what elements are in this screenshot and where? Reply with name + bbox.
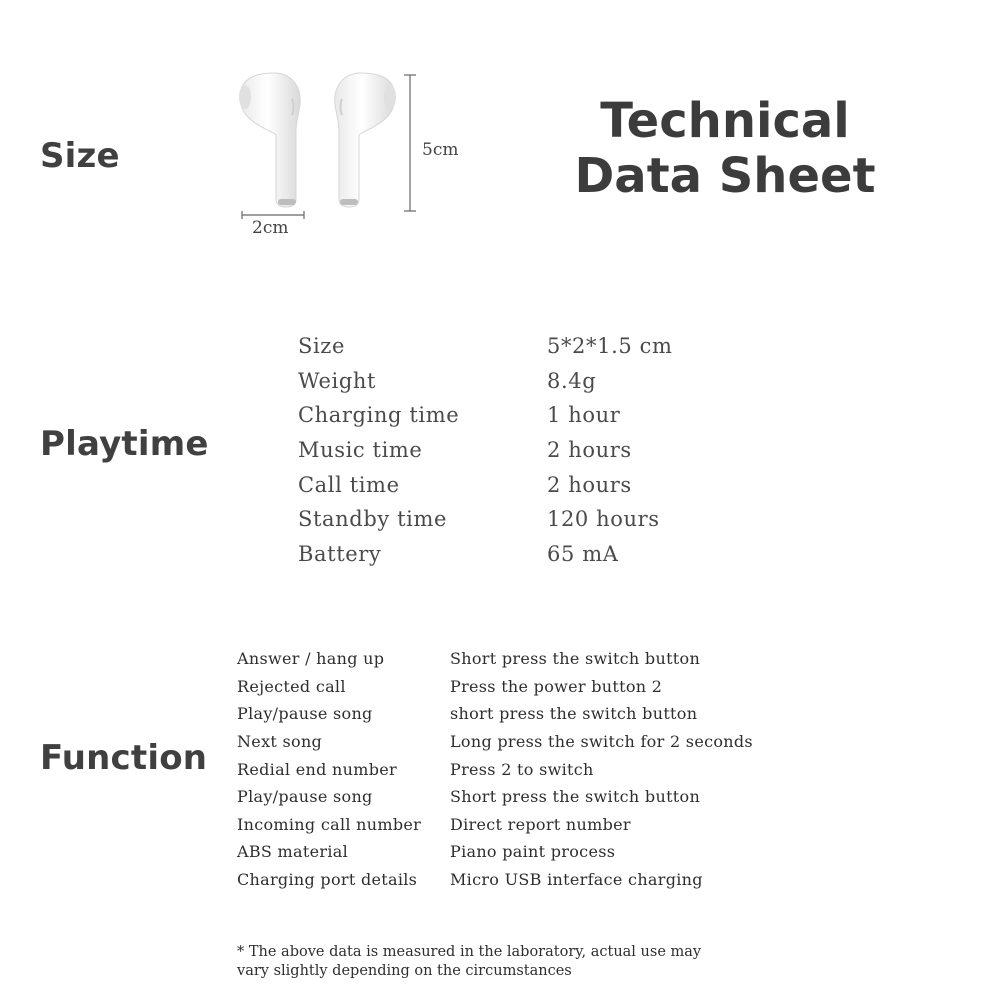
left-earbud (239, 73, 300, 207)
spec-value: 2 hours (547, 472, 632, 497)
spec-row (298, 467, 672, 502)
function-row (237, 673, 753, 701)
spec-table (298, 329, 672, 571)
width-dimension-label: 2cm (252, 218, 289, 238)
function-row (237, 811, 753, 839)
title-line-1: Technical (600, 93, 850, 149)
footnote (237, 943, 837, 981)
function-name: Next song (237, 732, 323, 752)
function-row (237, 866, 753, 894)
function-row (237, 755, 753, 783)
function-name: Rejected call (237, 676, 346, 696)
function-table (237, 645, 753, 893)
function-value: Long press the switch for 2 seconds (450, 732, 753, 752)
spec-row (298, 433, 672, 468)
footnote-line-1: * The above data is measured in the laboratory, actual use may (237, 944, 702, 960)
spec-name: Music time (298, 438, 423, 463)
function-name: Redial end number (237, 759, 397, 779)
function-name: Incoming call number (237, 814, 422, 834)
spec-value: 120 hours (547, 507, 660, 532)
spec-name: Weight (298, 368, 377, 393)
function-value: short press the switch button (450, 704, 698, 724)
function-value: Micro USB interface charging (450, 870, 703, 890)
function-value: Direct report number (450, 814, 631, 834)
function-name: Play/pause song (237, 704, 373, 724)
spec-row (298, 398, 672, 433)
function-name: Answer / hang up (237, 649, 385, 669)
section-label-playtime: Playtime (40, 424, 209, 464)
function-row (237, 838, 753, 866)
function-row (237, 645, 753, 673)
spec-row (298, 502, 672, 537)
function-value: Press 2 to switch (450, 759, 594, 779)
spec-name: Standby time (298, 507, 447, 532)
spec-value: 1 hour (547, 403, 621, 428)
spec-name: Size (298, 334, 345, 359)
function-row (237, 783, 753, 811)
section-label-size: Size (40, 136, 120, 176)
spec-value: 2 hours (547, 438, 632, 463)
function-row (237, 728, 753, 756)
function-name: Play/pause song (237, 787, 373, 807)
height-dimension-label: 5cm (422, 140, 459, 160)
spec-name: Battery (298, 541, 382, 566)
function-name: ABS material (237, 842, 348, 862)
spec-row (298, 329, 672, 364)
spec-row (298, 537, 672, 572)
footnote-line-2: vary slightly depending on the circumstances (237, 963, 572, 979)
height-dimension-line (404, 75, 416, 211)
function-name: Charging port details (237, 870, 418, 890)
title-line-2: Data Sheet (574, 148, 876, 204)
spec-row (298, 364, 672, 399)
spec-value: 8.4g (547, 368, 597, 393)
function-value: Press the power button 2 (450, 676, 663, 696)
function-row (237, 700, 753, 728)
spec-name: Charging time (298, 403, 460, 428)
function-value: Short press the switch button (450, 649, 701, 669)
right-earbud (335, 73, 396, 207)
section-label-function: Function (40, 738, 208, 778)
earbuds-size-figure (230, 65, 470, 245)
function-value: Piano paint process (450, 842, 616, 862)
page-title (570, 94, 880, 204)
spec-value: 5*2*1.5 cm (547, 334, 673, 359)
spec-name: Call time (298, 472, 400, 497)
spec-value: 65 mA (547, 541, 619, 566)
function-value: Short press the switch button (450, 787, 701, 807)
